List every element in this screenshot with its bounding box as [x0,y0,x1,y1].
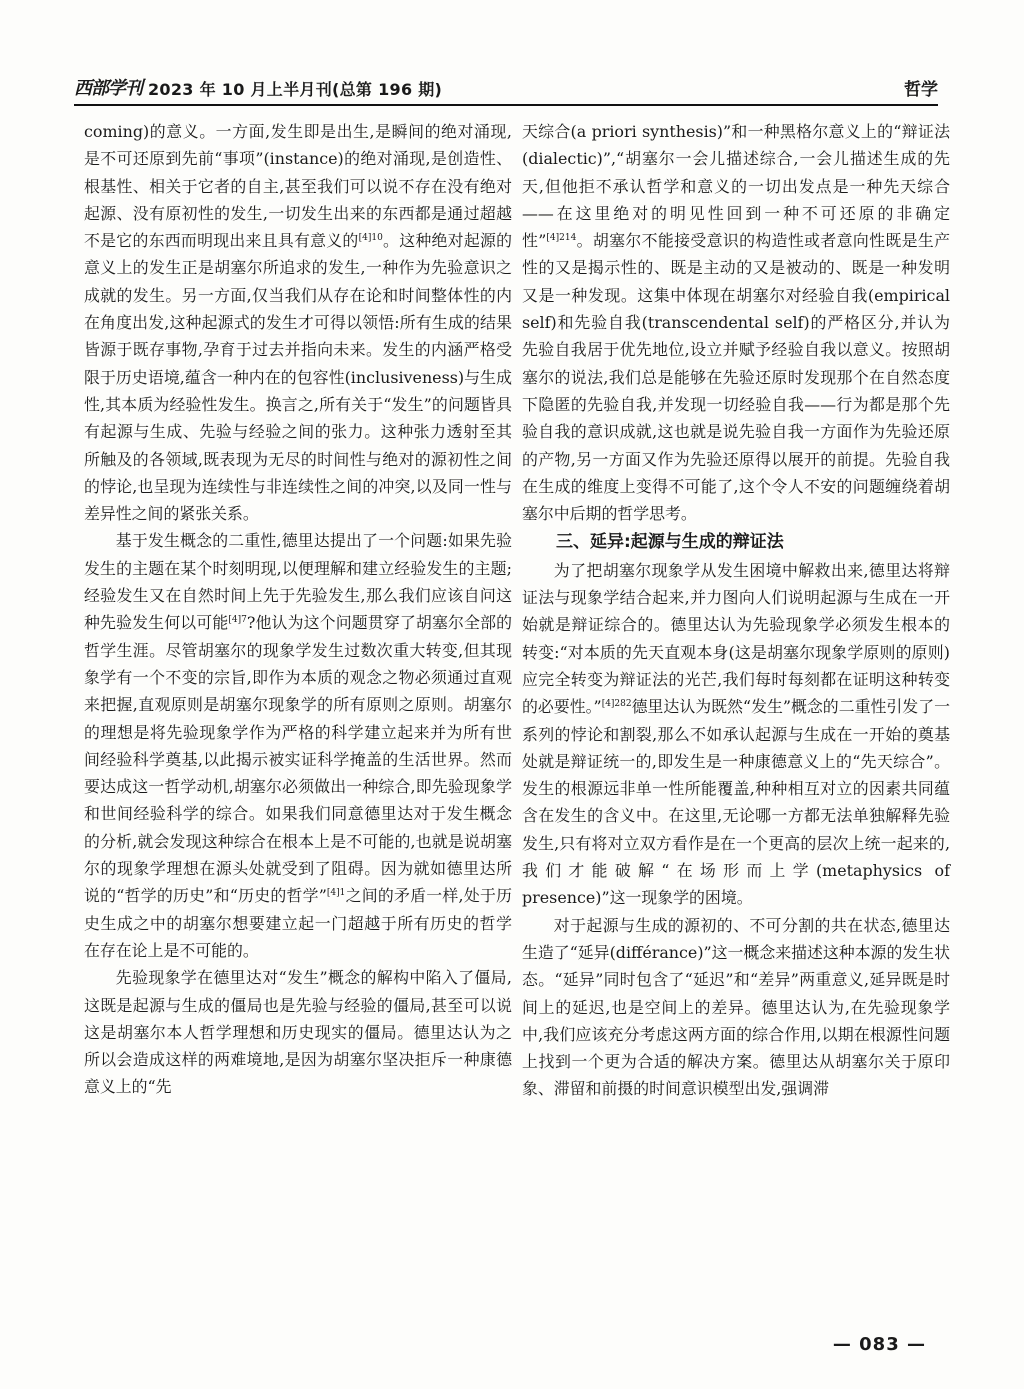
journal-title [74,74,442,100]
paragraph: 先验现象学在德里达对“发生”概念的解构中陷入了僵局,这既是起源与生成的僵局也是先验与经验的僵局,甚至可以说这是胡塞尔本人哲学理想和历史现实的僵局。德里达认为之所以会造成这样的两难境地,是因为胡塞尔坚决拒斥一种康德意义上的“先 [84,968,512,1097]
citation: [4]1 [326,888,346,899]
paragraph: 基于发生概念的二重性,德里达提出了一个问题:如果先验发生的主题在某个时刻明现,以便理解和建立经验发生的主题;经验发生又在自然时间上先于先验发生,那么我们应该自问这种先验发生何以可能$^{[4]7}$?他认为这个问题贯穿了胡塞尔全部的哲学生涯。尽管胡塞尔的现象学发生过数次重大转变,但其现象学有一个不变的宗旨,即作为本质的观念之物必须通过直观来把握,直观原则是胡塞尔现象学的所有原则之原则。胡塞尔的理想是将先验现象学作为严格的科学建立起来并为所有世间经验科学奠基,以此揭示被实证科学掩盖的生活世界。然而要达成这一哲学动机,胡塞尔必须做出一种综合,即先验现象学和世间经验科学的综合。如果我们同意德里达对于发生概念的分析,就会发现这种综合在根本上是不可能的,也就是说胡塞尔的现象学理想在源头处就受到了阻碍。因为就如德里达所说的“哲学的历史”和“历史的哲学”$^{[4]1}$之间的矛盾一样,处于历史生成之中的胡塞尔想要建立起一门超越于所有历史的哲学在存在论上是不可能的。 [84,531,512,960]
citation: [4]282 [601,699,632,710]
header-rule [74,104,938,106]
citation: [4]10 [358,233,383,244]
right-column [522,118,950,1103]
journal-logo: 西部学刊 [74,78,142,99]
section-heading: 三、延异:起源与生成的辩证法 [556,532,784,553]
issue-info: 2023 年 10 月上半月刊(总第 196 期) [148,80,443,99]
paragraph: 对于起源与生成的源初的、不可分割的共在状态,德里达生造了“延异(différance)”这一概念来描述这种本源的发生状态。“延异”同时包含了“延迟”和“差异”两重意义,延异既是时间上的延迟,也是空间上的差异。德里达认为,在先验现象学中,我们应该充分考虑这两方面的综合作用,以期在根源性问题上找到一个更为合适的解决方案。德里达从胡塞尔关于原印象、滞留和前摄的时间意识模型出发,强调滞 [522,915,951,1099]
section-label: 哲学 [904,80,938,100]
running-header [74,70,938,100]
citation: [4]214 [546,233,577,244]
paragraph: 为了把胡塞尔现象学从发生困境中解救出来,德里达将辩证法与现象学结合起来,并力图向人们说明起源与生成在一开始就是辩证综合的。德里达认为先验现象学必须发生根本的转变:“对本质的先天直观本身(这是胡塞尔现象学原则的原则)应完全转变为辩证法的光芒,我们每时每刻都在证明这种转变的必要性。”$^{[4]282}$德里达认为既然“发生”概念的二重性引发了一系列的悖论和割裂,那么不如承认起源与生成在一开始的奠基处就是辩证统一的,即发生是一种康德意义上的“先天综合”。发生的根源远非单一性所能覆盖,种种相互对立的因素共同蕴含在发生的含义中。在这里,无论哪一方都无法单独解释先验发生,只有将对立双方看作是在一个更高的层次上统一起来的,我们才能破解“在场形而上学(metaphysics of presence)”这一现象学的困境。 [522,560,950,908]
citation: [4]7 [228,615,247,626]
paragraph: coming)的意义。一方面,发生即是出生,是瞬间的绝对涌现,是不可还原到先前“事项”(instance)的绝对涌现,是创造性、根基性、相关于它者的自主,甚至我们可以说不存在没有绝对起源、没有原初性的发生,一切发生出来的东西都是通过超越不是它的东西而明现出来且具有意义的$^{[4]10}$。这种绝对起源的意义上的发生正是胡塞尔所追求的发生,一种作为先验意识之成就的发生。另一方面,仅当我们从存在论和时间整体性的内在角度出发,这种起源式的发生才可得以领悟:所有生成的结果皆源于既存事物,孕育于过去并指向未来。发生的内涵严格受限于历史语境,蕴含一种内在的包容性(inclusiveness)与生成性,其本质为经验性发生。换言之,所有关于“发生”的问题皆具有起源与生成、先验与经验之间的张力。这种张力透射至其所触及的各领域,既表现为无尽的时间性与绝对的源初性之间的悖论,也呈现为连续性与非连续性之间的冲突,以及同一性与差异性之间的紧张关系。 [84,122,513,524]
paragraph: 天综合(a priori synthesis)”和一种黑格尔意义上的“辩证法(dialectic)”,“胡塞尔一会儿描述综合,一会儿描述生成的先天,但他拒不承认哲学和意义的一切出发点是一种先天综合——在这里绝对的明见性回到一种不可还原的非确定性”$^{[4]214}$。胡塞尔不能接受意识的构造性或者意向性既是生产性的又是揭示性的、既是主动的又是被动的、既是一种发明又是一种发现。这集中体现在胡塞尔对经验自我(empirical self)和先验自我(transcendental self)的严格区分,并认为先验自我居于优先地位,设立并赋予经验自我以意义。按照胡塞尔的说法,我们总是能够在先验还原时发现那个在自然态度下隐匿的先验自我,并发现一切经验自我——行为都是那个先验自我的意识成就,这也就是说先验自我一方面作为先验还原的产物,另一方面又作为先验还原得以展开的前提。先验自我在生成的维度上变得不可能了,这个令人不安的问题缠绕着胡塞尔中后期的哲学思考。 [522,122,951,524]
left-column [84,118,512,1101]
page-number: — 083 — [832,1334,926,1355]
